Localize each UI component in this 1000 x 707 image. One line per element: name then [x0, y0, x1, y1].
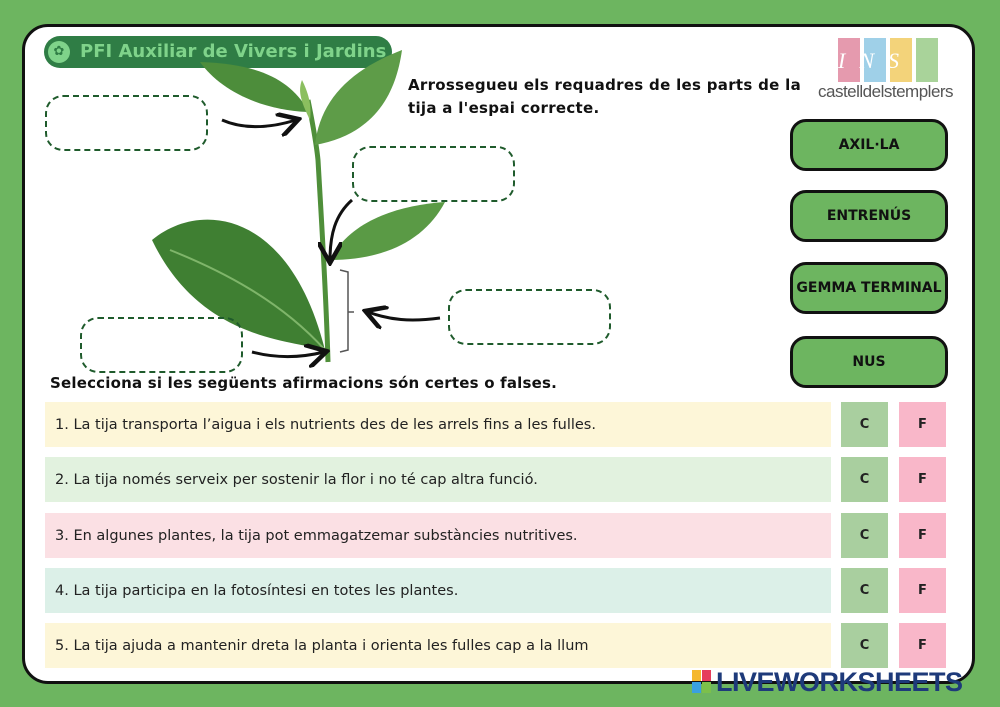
watering-can-icon: ✿ [48, 41, 70, 63]
drop-zone-bottom-left[interactable] [80, 317, 243, 373]
liveworksheets-wordmark: LIVEWORKSHEETS [716, 666, 963, 697]
false-button-5[interactable]: F [899, 623, 946, 668]
quiz-prompt: Selecciona si les següents afirmacions són certes o falses. [50, 374, 558, 392]
drop-zone-lower-right[interactable] [448, 289, 611, 345]
statement-5: 5. La tija ajuda a mantenir dreta la planta i orienta les fulles cap a la llum [45, 623, 831, 668]
logo-text: castelldelstemplers [818, 82, 954, 101]
false-button-3[interactable]: F [899, 513, 946, 558]
liveworksheets-logo-icon [692, 670, 712, 694]
word-entrenus[interactable]: ENTRENÚS [790, 190, 948, 242]
false-button-2[interactable]: F [899, 457, 946, 502]
statement-4: 4. La tija participa en la fotosíntesi en totes les plantes. [45, 568, 831, 613]
logo-initials: INS [838, 48, 913, 73]
true-button-3[interactable]: C [841, 513, 888, 558]
word-axil-la[interactable]: AXIL·LA [790, 119, 948, 171]
true-button-2[interactable]: C [841, 457, 888, 502]
statement-1: 1. La tija transporta l’aigua i els nutrients des de les arrels fins a les fulles. [45, 402, 831, 447]
word-nus[interactable]: NUS [790, 336, 948, 388]
drop-zone-upper-right[interactable] [352, 146, 515, 202]
statement-2: 2. La tija només serveix per sostenir la flor i no té cap altra funció. [45, 457, 831, 502]
true-button-1[interactable]: C [841, 402, 888, 447]
true-button-4[interactable]: C [841, 568, 888, 613]
liveworksheets-brand [692, 667, 963, 697]
worksheet-title: PFI Auxiliar de Vivers i Jardins [44, 36, 392, 68]
false-button-1[interactable]: F [899, 402, 946, 447]
drop-zone-top-left[interactable] [45, 95, 208, 151]
true-button-5[interactable]: C [841, 623, 888, 668]
statement-3: 3. En algunes plantes, la tija pot emmagatzemar substàncies nutritives. [45, 513, 831, 558]
word-gemma-terminal[interactable]: GEMMA TERMINAL [790, 262, 948, 314]
drag-instruction: Arrossegueu els requadres de les parts de la tija a l'espai correcte. [408, 76, 802, 117]
false-button-4[interactable]: F [899, 568, 946, 613]
